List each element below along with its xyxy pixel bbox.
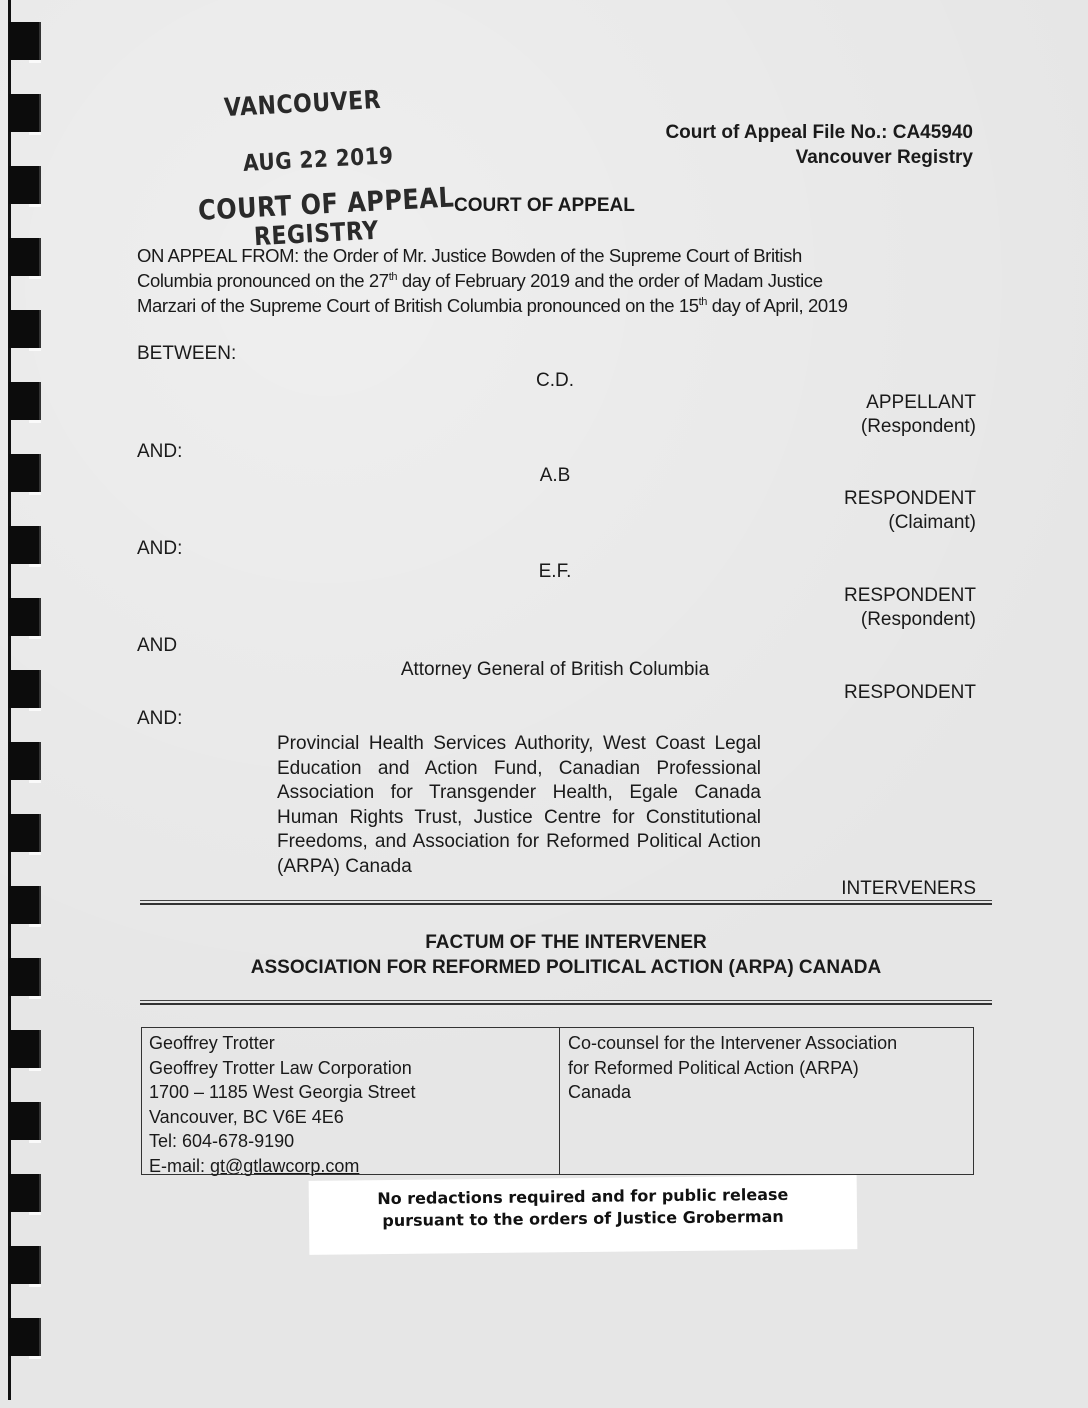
binding-hole (9, 1246, 41, 1284)
counsel-table (141, 1027, 974, 1175)
party-role-appellant (861, 391, 976, 439)
interveners-list: Provincial Health Services Authority, West Coast Legal Education and Action Fund, Canadian Professional Association for Transgender Health, Egale Canada Human Rights Trust, Justice Centre for Constitutional Freedoms, and Association for Reformed Political Action (ARPA) Canada (277, 733, 761, 877)
role-title: APPELLANT (866, 392, 976, 413)
binding-hole (9, 1102, 41, 1140)
counsel-role-line-3: Canada (568, 1082, 632, 1102)
email-label: E-mail: (149, 1155, 211, 1176)
registry-name: Vancouver Registry (795, 147, 973, 168)
release-notice (309, 1175, 858, 1255)
file-number: Court of Appeal File No.: CA45940 (665, 122, 973, 143)
binding-hole (9, 958, 41, 996)
counsel-address-street: 1700 – 1185 West Georgia Street (149, 1082, 416, 1102)
counsel-address-city: Vancouver, BC V6E 4E6 (149, 1106, 344, 1127)
party-role-attorney-general (844, 681, 976, 705)
role-title: RESPONDENT (844, 682, 976, 703)
binding-hole (9, 1174, 41, 1212)
file-info (665, 120, 973, 170)
appeal-line-2 (137, 268, 987, 293)
court-heading: COURT OF APPEAL (454, 195, 635, 216)
release-notice-text (309, 1183, 857, 1233)
appeal-line-3-text-a: Marzari of the Supreme Court of British Columbia pronounced on the 15 (137, 295, 699, 316)
binding-hole (9, 1030, 41, 1068)
binding-hole (9, 526, 41, 564)
email-link[interactable]: gt@gtlawcorp.com (210, 1155, 360, 1176)
appeal-from-paragraph (137, 243, 987, 318)
role-subtitle: (Claimant) (888, 512, 976, 533)
party-role-interveners: INTERVENERS (841, 878, 976, 899)
binding-hole (9, 166, 41, 204)
counsel-contact-cell (142, 1028, 560, 1174)
party-role-respondent-ef (844, 584, 976, 632)
party-name-respondent-ab: A.B (539, 465, 571, 486)
binding-hole (9, 598, 41, 636)
stamp-city: VANCOUVER (223, 86, 382, 123)
appeal-line-2-text-b: day of February 2019 and the order of Madam Justice (397, 270, 823, 291)
ordinal-suffix: th (698, 296, 708, 308)
role-title: RESPONDENT (844, 585, 976, 606)
and-label: AND: (137, 708, 183, 729)
release-notice-line-2: pursuant to the orders of Justice Groberman (382, 1206, 784, 1231)
counsel-role-line-1: Co-counsel for the Intervener Association (568, 1033, 898, 1053)
counsel-telephone: Tel: 604-678-9190 (149, 1131, 295, 1151)
binding-hole (9, 310, 41, 348)
role-subtitle: (Respondent) (860, 416, 976, 437)
stamp-date: AUG 22 2019 (242, 141, 395, 177)
factum-title-line-1: FACTUM OF THE INTERVENER (425, 932, 707, 953)
binding-hole (9, 22, 41, 60)
factum-title (140, 930, 992, 980)
appeal-line-1-text: the Order of Mr. Justice Bowden of the Supreme Court of British (298, 245, 802, 266)
release-notice-line-1: No redactions required and for public release (377, 1184, 789, 1209)
binding-hole (9, 238, 41, 276)
counsel-name: Geoffrey Trotter (149, 1033, 275, 1053)
title-separator-top (140, 900, 992, 905)
party-role-respondent-ab (844, 487, 976, 535)
binding-hole (9, 742, 41, 780)
role-title: RESPONDENT (844, 488, 976, 509)
appeal-line-3-text-b: day of April, 2019 (707, 295, 848, 316)
title-separator-bottom (140, 1000, 992, 1005)
factum-title-line-2: ASSOCIATION FOR REFORMED POLITICAL ACTION (ARPA) CANADA (250, 957, 882, 978)
appeal-from-lead: ON APPEAL FROM: (137, 245, 299, 266)
stamp-registry: REGISTRY (253, 216, 380, 253)
counsel-role-line-2: for Reformed Political Action (ARPA) (568, 1057, 859, 1078)
party-name-respondent-ef: E.F. (538, 561, 572, 582)
appeal-line-2-text-a: Columbia pronounced on the 27 (137, 270, 389, 291)
and-label: AND: (137, 538, 183, 559)
role-subtitle: (Respondent) (860, 609, 976, 630)
binding-hole (9, 1318, 41, 1356)
party-name-attorney-general: Attorney General of British Columbia (400, 659, 710, 680)
ordinal-suffix: th (388, 271, 398, 283)
binding-hole (9, 814, 41, 852)
appeal-line-1 (137, 243, 987, 268)
and-label: AND (137, 635, 178, 656)
counsel-firm: Geoffrey Trotter Law Corporation (149, 1057, 412, 1078)
between-label: BETWEEN: (137, 343, 237, 364)
counsel-role-cell (560, 1028, 973, 1174)
binding-hole (9, 886, 41, 924)
party-name-appellant: C.D. (536, 370, 574, 391)
appeal-line-3 (137, 293, 987, 318)
counsel-email-row (149, 1154, 559, 1179)
and-label: AND: (137, 441, 183, 462)
binding-hole (9, 94, 41, 132)
stamp-court: COURT OF APPEAL (197, 181, 455, 227)
